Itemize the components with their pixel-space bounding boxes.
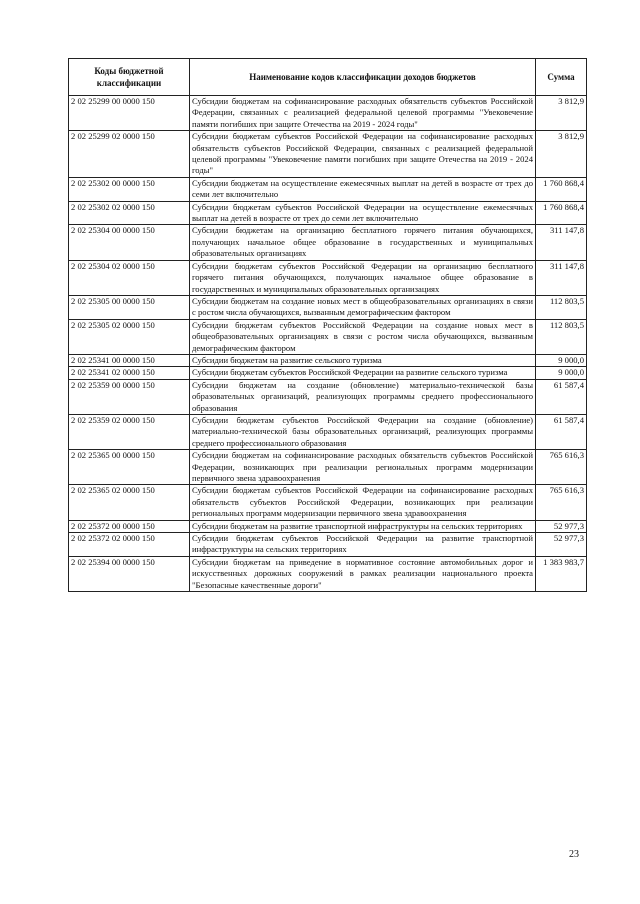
table-row [69, 260, 587, 295]
row-code: 2 02 25372 02 0000 150 [69, 533, 190, 557]
row-name: Субсидии бюджетам на приведение в нормативное состояние автомобильных дорог и искусственных дорожных сооружений в рамках реализации национального проекта "Безопасные качественные дороги" [190, 556, 536, 591]
row-name: Субсидии бюджетам на создание новых мест в общеобразовательных организациях в связи с ростом числа обучающихся, вызванным демографическим фактором [190, 295, 536, 319]
row-name: Субсидии бюджетам субъектов Российской Федерации на софинансирование расходных обязательств субъектов Российской Федерации, связанных с реализацией федеральной целевой программы "Увековечение памяти погибших при защите Отечества на 2019 - 2024 годы" [190, 131, 536, 178]
row-name: Субсидии бюджетам субъектов Российской Федерации на организацию бесплатного горячего питания обучающихся, получающих начальное общее образование в государственных и муниципальных образовательных организациях [190, 260, 536, 295]
table-row [69, 379, 587, 414]
row-code: 2 02 25394 00 0000 150 [69, 556, 190, 591]
row-sum: 3 812,9 [536, 131, 587, 178]
row-name: Субсидии бюджетам субъектов Российской Федерации на создание новых мест в общеобразовательных организациях в связи с ростом числа обучающихся, вызванным демографическим фактором [190, 319, 536, 354]
row-sum: 9 000,0 [536, 354, 587, 366]
table-row [69, 177, 587, 201]
row-code: 2 02 25359 02 0000 150 [69, 414, 190, 449]
table-row [69, 485, 587, 520]
table-row [69, 354, 587, 366]
row-sum: 3 812,9 [536, 96, 587, 131]
row-sum: 1 760 868,4 [536, 201, 587, 225]
row-code: 2 02 25341 02 0000 150 [69, 367, 190, 379]
row-name: Субсидии бюджетам на организацию бесплатного горячего питания обучающихся, получающих начальное общее образование в государственных и муниципальных образовательных организациях [190, 225, 536, 260]
row-code: 2 02 25305 02 0000 150 [69, 319, 190, 354]
header-code: Коды бюджетной классификации [69, 59, 190, 96]
row-code: 2 02 25302 02 0000 150 [69, 201, 190, 225]
row-code: 2 02 25341 00 0000 150 [69, 354, 190, 366]
table-row [69, 96, 587, 131]
row-name: Субсидии бюджетам на создание (обновление) материально-технической базы образовательных организаций, реализующих программы среднего профессионального образования [190, 379, 536, 414]
table-row [69, 319, 587, 354]
row-sum: 1 760 868,4 [536, 177, 587, 201]
row-sum: 52 977,3 [536, 533, 587, 557]
row-sum: 311 147,8 [536, 260, 587, 295]
header-sum: Сумма [536, 59, 587, 96]
row-name: Субсидии бюджетам субъектов Российской Федерации на софинансирование расходных обязательств субъектов Российской Федерации, возникающих при реализации региональных программ модернизации первичного звена здравоохранения [190, 485, 536, 520]
row-name: Субсидии бюджетам субъектов Российской Федерации на создание (обновление) материально-технической базы образовательных организаций, реализующих программы среднего профессионального образования [190, 414, 536, 449]
row-sum: 112 803,5 [536, 295, 587, 319]
table-row [69, 556, 587, 591]
page-number: 23 [569, 849, 579, 860]
row-code: 2 02 25304 00 0000 150 [69, 225, 190, 260]
table-row [69, 225, 587, 260]
row-sum: 311 147,8 [536, 225, 587, 260]
row-code: 2 02 25304 02 0000 150 [69, 260, 190, 295]
row-sum: 52 977,3 [536, 520, 587, 532]
row-name: Субсидии бюджетам субъектов Российской Федерации на осуществление ежемесячных выплат на детей в возрасте от трех до семи лет включительно [190, 201, 536, 225]
budget-classification-table [68, 58, 587, 592]
row-code: 2 02 25302 00 0000 150 [69, 177, 190, 201]
header-name: Наименование кодов классификации доходов бюджетов [190, 59, 536, 96]
table-header-row [69, 59, 587, 96]
table-row [69, 367, 587, 379]
row-code: 2 02 25305 00 0000 150 [69, 295, 190, 319]
row-sum: 1 383 983,7 [536, 556, 587, 591]
row-name: Субсидии бюджетам на осуществление ежемесячных выплат на детей в возрасте от трех до семи лет включительно [190, 177, 536, 201]
row-name: Субсидии бюджетам на развитие транспортной инфраструктуры на сельских территориях [190, 520, 536, 532]
row-sum: 765 616,3 [536, 485, 587, 520]
row-name: Субсидии бюджетам субъектов Российской Федерации на развитие сельского туризма [190, 367, 536, 379]
table-row [69, 201, 587, 225]
table-row [69, 295, 587, 319]
row-code: 2 02 25299 02 0000 150 [69, 131, 190, 178]
row-name: Субсидии бюджетам на софинансирование расходных обязательств субъектов Российской Федерации, возникающих при реализации региональных программ модернизации первичного звена здравоохранения [190, 450, 536, 485]
row-code: 2 02 25299 00 0000 150 [69, 96, 190, 131]
table-row [69, 533, 587, 557]
row-code: 2 02 25372 00 0000 150 [69, 520, 190, 532]
table-row [69, 414, 587, 449]
row-sum: 112 803,5 [536, 319, 587, 354]
row-name: Субсидии бюджетам на софинансирование расходных обязательств субъектов Российской Федерации, связанных с реализацией федеральной целевой программы "Увековечение памяти погибших при защите Отечества на 2019 - 2024 годы" [190, 96, 536, 131]
table-row [69, 131, 587, 178]
row-sum: 9 000,0 [536, 367, 587, 379]
row-name: Субсидии бюджетам на развитие сельского туризма [190, 354, 536, 366]
row-sum: 61 587,4 [536, 379, 587, 414]
row-sum: 765 616,3 [536, 450, 587, 485]
table-row [69, 450, 587, 485]
table-row [69, 520, 587, 532]
row-code: 2 02 25365 00 0000 150 [69, 450, 190, 485]
row-sum: 61 587,4 [536, 414, 587, 449]
row-code: 2 02 25359 00 0000 150 [69, 379, 190, 414]
row-code: 2 02 25365 02 0000 150 [69, 485, 190, 520]
row-name: Субсидии бюджетам субъектов Российской Федерации на развитие транспортной инфраструктуры на сельских территориях [190, 533, 536, 557]
